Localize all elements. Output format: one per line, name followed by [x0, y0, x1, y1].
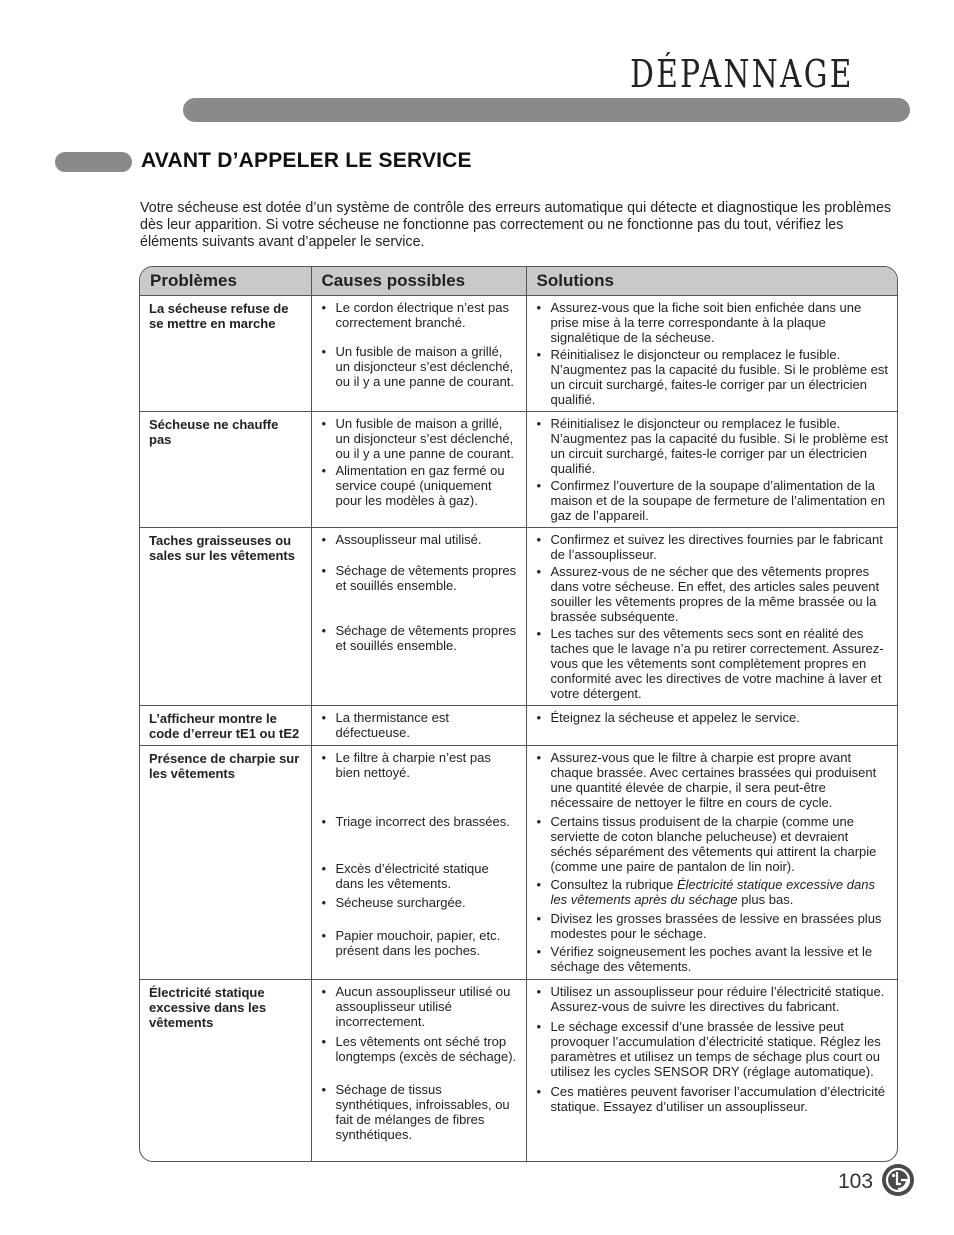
- solution-item: [536, 877, 892, 907]
- header-causes: Causes possibles: [311, 267, 526, 295]
- intro-paragraph: Votre sécheuse est dotée d’un système de contrôle des erreurs automatique qui détecte et diagnostique les problèmes dès leur apparition. Si votre sécheuse ne fonctionne pas correctement ou ne fonctionne pas du tout, vérifiez les éléments suivants avant d’appeler le service.: [140, 200, 892, 250]
- table-row: [140, 745, 898, 979]
- table-row: [140, 411, 898, 527]
- solution-text-part: plus bas.: [737, 891, 794, 907]
- table-row: [140, 295, 898, 411]
- solutions-cell: [526, 295, 898, 411]
- problem-cell: Sécheuse ne chauffe pas: [140, 411, 311, 527]
- causes-list: [321, 710, 518, 740]
- cause-item: • Séchage de vêtements propres et souillés ensemble.: [321, 563, 518, 593]
- lg-logo-icon: [882, 1164, 914, 1196]
- solutions-list: [536, 710, 892, 725]
- solutions-cell: [526, 527, 898, 705]
- solution-item: • Réinitialisez le disjoncteur ou remplacez le fusible. N’augmentez pas la capacité du fusible. Si le problème est un circuit surchargé, faites-le corriger par un électricien qualifié.: [536, 347, 892, 407]
- cause-item: • La thermistance est défectueuse.: [321, 710, 518, 740]
- causes-cell: [311, 745, 526, 979]
- causes-list: [321, 750, 518, 958]
- section-title: AVANT D’APPELER LE SERVICE: [141, 149, 472, 172]
- section-pill: [55, 152, 132, 172]
- solution-item: • Utilisez un assouplisseur pour réduire l’électricité statique. Assurez-vous de suivre les directives du fabricant.: [536, 984, 892, 1014]
- solutions-list: [536, 532, 892, 701]
- cause-item: • Aucun assouplisseur utilisé ou assouplisseur utilisé incorrectement.: [321, 984, 518, 1029]
- solution-item: • Confirmez et suivez les directives fournies par le fabricant de l’assouplisseur.: [536, 532, 892, 562]
- table-row: [140, 705, 898, 745]
- causes-cell: [311, 527, 526, 705]
- solution-text-part: Électricité statique excessive dans les vêtements après du séchage: [550, 876, 875, 907]
- problem-cell: Électricité statique excessive dans les vêtements: [140, 979, 311, 1162]
- causes-list: [321, 984, 518, 1142]
- troubleshooting-table: [139, 266, 898, 1162]
- solution-item: • Les taches sur des vêtements secs sont en réalité des taches que le lavage n’a pu retirer correctement. Assurez-vous que les vêtements sont complètement propres en conformité avec les directives de votre machine à laver et votre détergent.: [536, 626, 892, 701]
- cause-item: • Excès d’électricité statique dans les vêtements.: [321, 861, 518, 891]
- problem-cell: Taches graisseuses ou sales sur les vêtements: [140, 527, 311, 705]
- cause-item: • Un fusible de maison a grillé, un disjoncteur s’est déclenché, ou il y a une panne de courant.: [321, 344, 518, 389]
- cause-item: • Le filtre à charpie n’est pas bien nettoyé.: [321, 750, 518, 780]
- cause-item: • Assouplisseur mal utilisé.: [321, 532, 518, 547]
- solutions-list: [536, 750, 892, 974]
- solution-item: • Éteignez la sécheuse et appelez le service.: [536, 710, 892, 725]
- solution-item: • Confirmez l’ouverture de la soupape d’alimentation de la maison et de la soupape de fermeture de l’alimentation en gaz de l’appareil.: [536, 478, 892, 523]
- header-problems: Problèmes: [140, 267, 311, 295]
- solution-item: • Assurez-vous que le filtre à charpie est propre avant chaque brassée. Avec certaines brassées qui produisent une quantité élevée de charpie, il sera peut-être nécessaire de nettoyer le filtre en cours de cycle.: [536, 750, 892, 810]
- solution-item: • Le séchage excessif d’une brassée de lessive peut provoquer l’accumulation d’électricité statique. Réglez les paramètres et utilisez un temps de séchage plus court ou utilisez les cycles SENSOR DRY (réglage automatique).: [536, 1019, 892, 1079]
- solutions-list: [536, 300, 892, 407]
- solution-text-part: Consultez la rubrique: [550, 876, 677, 892]
- problem-cell: La sécheuse refuse de se mettre en marche: [140, 295, 311, 411]
- cause-item: • Séchage de tissus synthétiques, infroissables, ou fait de mélanges de fibres synthétiques.: [321, 1082, 518, 1142]
- cause-item: • Alimentation en gaz fermé ou service coupé (uniquement pour les modèles à gaz).: [321, 463, 518, 508]
- causes-cell: [311, 411, 526, 527]
- table-row: [140, 979, 898, 1162]
- cause-item: • Papier mouchoir, papier, etc. présent dans les poches.: [321, 928, 518, 958]
- causes-cell: [311, 295, 526, 411]
- table-body: [140, 295, 898, 1162]
- solution-item: • Vérifiez soigneusement les poches avant la lessive et le séchage des vêtements.: [536, 944, 892, 974]
- solution-item: • Réinitialisez le disjoncteur ou remplacez le fusible. N’augmentez pas la capacité du fusible. Si le problème est un circuit surchargé, faites-le corriger par un électricien qualifié.: [536, 416, 892, 476]
- header-solutions: Solutions: [526, 267, 898, 295]
- cause-item: • Le cordon électrique n’est pas correctement branché.: [321, 300, 518, 330]
- causes-cell: [311, 979, 526, 1162]
- problem-cell: Présence de charpie sur les vêtements: [140, 745, 311, 979]
- solution-item: • Assurez-vous de ne sécher que des vêtements propres dans votre sécheuse. En effet, des articles sales peuvent souiller les vêtements propres de la même brassée ou la brassée subséquente.: [536, 564, 892, 624]
- solutions-cell: [526, 411, 898, 527]
- causes-list: [321, 416, 518, 508]
- cause-item: • Triage incorrect des brassées.: [321, 814, 518, 829]
- solution-item: • Assurez-vous que la fiche soit bien enfichée dans une prise mise à la terre correspondante à la plaque signalétique de la sécheuse.: [536, 300, 892, 345]
- table-header-row: [140, 267, 898, 295]
- cause-item: • Un fusible de maison a grillé, un disjoncteur s’est déclenché, ou il y a une panne de courant.: [321, 416, 518, 461]
- problem-cell: L’afficheur montre le code d’erreur tE1 ou tE2: [140, 705, 311, 745]
- cause-item: • Sécheuse surchargée.: [321, 895, 518, 910]
- causes-list: [321, 532, 518, 653]
- solutions-list: [536, 984, 892, 1114]
- solutions-list: [536, 416, 892, 523]
- cause-item: • Les vêtements ont séché trop longtemps (excès de séchage).: [321, 1034, 518, 1064]
- cause-item: • Séchage de vêtements propres et souillés ensemble.: [321, 623, 518, 653]
- solution-item: • Certains tissus produisent de la charpie (comme une serviette de coton blanche pelucheuse) et devraient séchés séparément des vêtements qui attirent la charpie (comme une paire de pantalon de lin noir).: [536, 814, 892, 874]
- solutions-cell: [526, 745, 898, 979]
- table-row: [140, 527, 898, 705]
- page-title: DÉPANNAGE: [630, 52, 854, 96]
- solutions-cell: [526, 705, 898, 745]
- causes-cell: [311, 705, 526, 745]
- solution-item: • Ces matières peuvent favoriser l’accumulation d’électricité statique. Essayez d’utiliser un assouplisseur.: [536, 1084, 892, 1114]
- title-bar: [183, 98, 910, 122]
- solution-item: • Divisez les grosses brassées de lessive en brassées plus modestes pour le séchage.: [536, 911, 892, 941]
- causes-list: [321, 300, 518, 389]
- page-number: 103: [838, 1170, 874, 1193]
- solutions-cell: [526, 979, 898, 1162]
